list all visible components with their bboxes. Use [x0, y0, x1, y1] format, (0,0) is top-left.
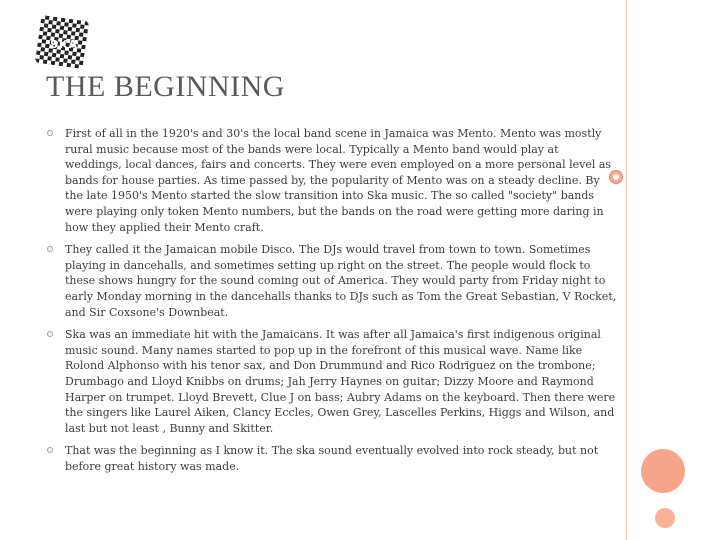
- bullet-text: They called it the Jamaican mobile Disco. The DJs would travel from town to town. Sometimes playing in dancehalls, and sometimes setting up right on the street. The people would flock to these shows hungry for the sound coming out of America. They would party from Friday night to early Monday morning in the dancehalls thanks to DJs such as Tom the Great Sebastian, V Rocket, and Sir Coxsone's Downbeat.: [65, 243, 617, 319]
- circle-bullet-icon: [47, 130, 53, 136]
- bullet-item-mobile-disco: [46, 242, 618, 320]
- circle-bullet-icon: [47, 331, 53, 337]
- decorative-circle-large: [641, 449, 685, 493]
- slide-title: THE BEGINNING: [46, 70, 285, 103]
- bullet-item-conclusion: [46, 443, 618, 474]
- bullet-text: That was the beginning as I know it. The ska sound eventually evolved into rock steady, but not before great history was made.: [65, 444, 599, 473]
- decorative-circle-small: [655, 508, 675, 528]
- bullet-item-mento: [46, 126, 618, 235]
- logo-text: SKA: [50, 38, 78, 51]
- circle-bullet-icon: [47, 246, 53, 252]
- bullet-list: [46, 126, 618, 481]
- bullet-text: First of all in the 1920's and 30's the local band scene in Jamaica was Mento. Mento was mostly rural music because most of the bands were local. Typically a Mento band would play at weddings, local dances, fairs and concerts. They were even employed on a more personal level as bands for house parties. As time passed by, the popularity of Mento was on a steady decline. By the late 1950's Mento started the slow transition into Ska music. The so called "society" bands were playing only token Mento numbers, but the bands on the road were getting more daring in how they applied their Mento craft.: [65, 127, 612, 234]
- bullet-item-ska-hit: [46, 327, 618, 436]
- side-divider-line: [626, 0, 627, 540]
- circle-bullet-icon: [47, 447, 53, 453]
- ring-dot-icon: [609, 170, 623, 184]
- bullet-text: Ska was an immediate hit with the Jamaicans. It was after all Jamaica's first indigenous original music sound. Many names started to pop up in the forefront of this musical wave. Name like Rolond Alphonso with his tenor sax, and Don Drummund and Rico Rodriguez on the trombone; Drumbago and Lloyd Knibbs on drums; Jah Jerry Haynes on guitar; Dizzy Moore and Raymond Harper on trumpet. Lloyd Brevett, Clue J on bass; Aubry Adams on the keyboard. Then there were the singers like Laurel Aiken, Clancy Eccles, Owen Grey, Lascelles Perkins, Higgs and Wilson, and last but not least , Bunny and Skitter.: [65, 328, 616, 435]
